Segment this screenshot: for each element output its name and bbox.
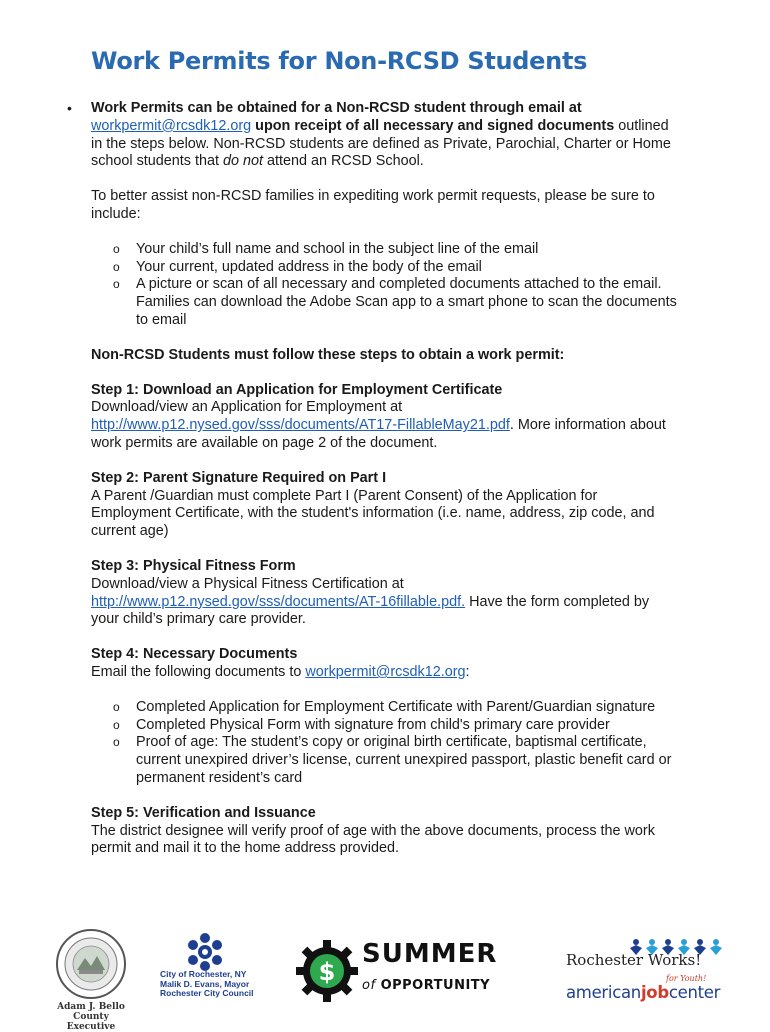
rochester-works-name: Rochester Works! — [566, 951, 702, 969]
city-flower-logo-icon — [180, 930, 230, 974]
svg-text:$: $ — [318, 958, 336, 986]
assist-list — [91, 241, 681, 330]
circle-bullet-icon: o — [113, 717, 120, 732]
step-4: Step 4: Necessary Documents Email the following documents to workpermit@rcsdk12.org: — [91, 646, 470, 680]
step-3: Step 3: Physical Fitness Form Download/view a Physical Fitness Certification at http://www.p12.nysed.gov/sss/documents/AT-16fillable.pdf. Have the form completed by your child’s primary care provider. — [91, 557, 650, 628]
for-youth-tag: for Youth! — [666, 974, 707, 983]
step-5-heading: Step 5: Verification and Issuance — [91, 804, 316, 821]
email-link[interactable]: workpermit@rcsdk12.org — [91, 117, 252, 134]
steps-heading: Non-RCSD Students must follow these steps to obtain a work permit: — [91, 346, 565, 363]
intro-paragraph — [67, 100, 681, 171]
assist-text: To better assist non-RCSD families in expediting work permit requests, please be sure to include: — [91, 188, 655, 222]
summer-title: SUMMER — [362, 939, 498, 969]
american-job-center-text: americanjobcenter — [566, 983, 721, 1002]
intro-end: attend an RCSD School. — [263, 153, 424, 170]
step-1: Step 1: Download an Application for Employment Certificate Download/view an Application for Employment at http://www.p12.nysed.gov/sss/documents/AT17-FillableMay21.pdf. More information about work permits are available on page 2 of the document. — [91, 381, 666, 451]
intro-italic: do not — [223, 153, 264, 170]
summer-of-opportunity-logo — [296, 940, 506, 1002]
circle-bullet-icon: o — [113, 277, 120, 292]
list-item: o Proof of age: The student’s copy or original birth certificate, baptismal certificate, current unexpired driver’s license, current unexpired passport, plastic benefit card or permanent resident’s card — [113, 734, 672, 786]
circle-bullet-icon: o — [113, 259, 120, 274]
summer-subtitle: of OPPORTUNITY — [362, 978, 491, 993]
physical-pdf-link[interactable]: http://www.p12.nysed.gov/sss/documents/AT-16fillable.pdf. — [91, 593, 466, 610]
list-item: o Your child’s full name and school in the subject line of the email — [113, 240, 539, 257]
rochester-works-logo — [566, 938, 736, 1008]
city-of-rochester-text: City of Rochester, NY Malik D. Evans, Mayor Rochester City Council — [160, 969, 254, 998]
step-2-heading: Step 2: Parent Signature Required on Part I — [91, 469, 387, 486]
page-title: Work Permits for Non-RCSD Students — [91, 47, 588, 75]
step-1-heading: Step 1: Download an Application for Employment Certificate — [91, 381, 503, 398]
county-seal-icon — [55, 928, 127, 1000]
circle-bullet-icon: o — [113, 241, 120, 256]
footer-logos — [0, 920, 770, 1032]
step-4-email-link[interactable]: workpermit@rcsdk12.org — [305, 663, 466, 680]
list-item: o A picture or scan of all necessary and completed documents attached to the email. Families can download the Adobe Scan app to a smart phone to scan the documents to email — [113, 276, 677, 328]
list-item: o Your current, updated address in the body of the email — [113, 258, 482, 275]
application-pdf-link[interactable]: http://www.p12.nysed.gov/sss/documents/AT17-FillableMay21.pdf — [91, 417, 510, 434]
bullet-icon: • — [67, 100, 72, 116]
intro-bold-2: upon receipt of all necessary and signed documents — [251, 117, 615, 134]
list-item: o Completed Application for Employment Certificate with Parent/Guardian signature — [113, 698, 656, 715]
intro-normal: outlined in the steps below. Non-RCSD students are defined as Private, Parochial, Charter or Home school students that — [91, 117, 671, 170]
step-4-heading: Step 4: Necessary Documents — [91, 646, 298, 663]
gear-dollar-icon — [296, 940, 358, 1002]
circle-bullet-icon: o — [113, 699, 120, 714]
documents-list — [91, 699, 681, 788]
step-5: Step 5: Verification and Issuance The district designee will verify proof of age with the above documents, process the work permit and mail it to the home address provided. — [91, 804, 655, 857]
step-3-heading: Step 3: Physical Fitness Form — [91, 557, 296, 574]
intro-bold-1: Work Permits can be obtained for a Non-RCSD student through email at — [91, 100, 582, 116]
document-body — [67, 100, 681, 875]
county-executive-caption: Adam J. Bello County Executive — [57, 1002, 125, 1032]
circle-bullet-icon: o — [113, 735, 120, 750]
step-2: Step 2: Parent Signature Required on Part I A Parent /Guardian must complete Part I (Parent Consent) of the Application for Employment Certificate, with the student's information (i.e. name, address, zip code, and current age) — [91, 469, 655, 540]
list-item: o Completed Physical Form with signature from child's primary care provider — [113, 716, 610, 733]
